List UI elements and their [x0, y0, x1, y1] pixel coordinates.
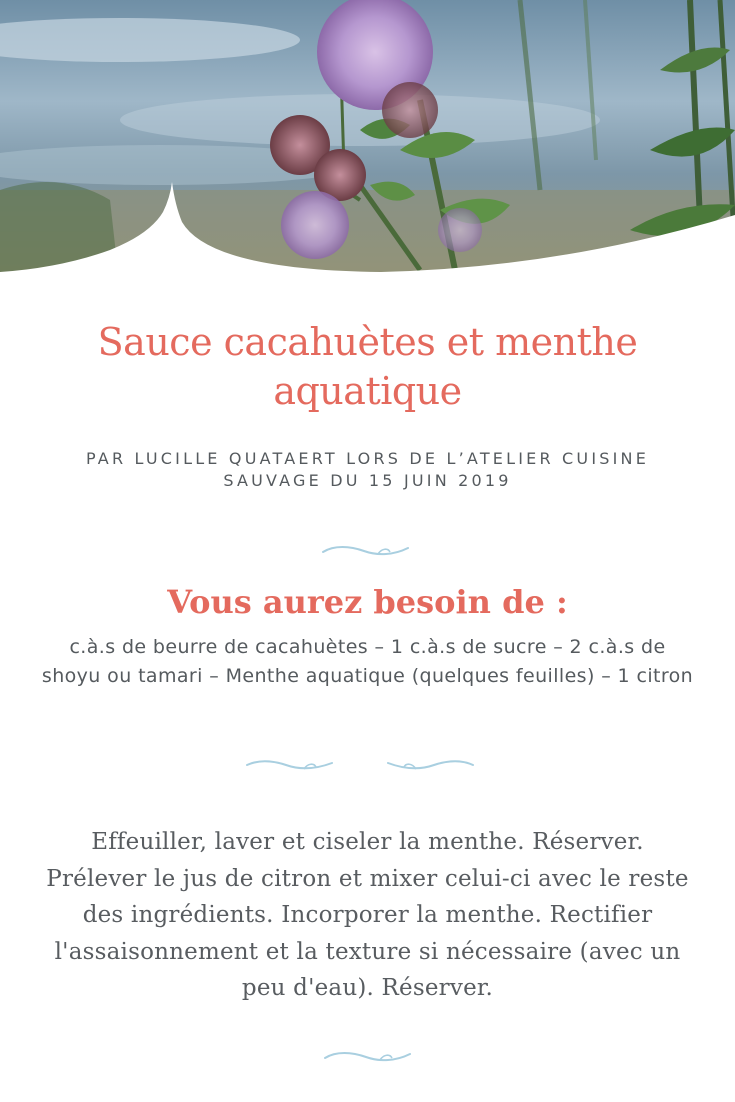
flourish-right-icon	[384, 757, 476, 773]
recipe-title: Sauce cacahuètes et menthe aquatique	[97, 320, 638, 413]
flourish-footer-icon	[322, 1049, 414, 1065]
flourish-divider-icon	[320, 543, 412, 559]
ingredients-list: c.à.s de beurre de cacahuètes – 1 c.à.s de sucre – 2 c.à.s de shoyu ou tamari – Menthe aquatique (quelques feuilles) – 1 citron	[41, 636, 694, 687]
flourish-left-icon	[244, 757, 336, 773]
ingredients-heading: Vous aurez besoin de :	[167, 583, 568, 621]
recipe-instructions: Effeuiller, laver et ciseler la menthe. Réserver. Prélever le jus de citron et mixer celui-ci avec le reste des ingrédients. Incorporer la menthe. Rectifier l'assaisonnement et la texture si nécessaire (avec un peu d'eau). Réserver.	[46, 829, 689, 1001]
recipe-byline: PAR LUCILLE QUATAERT LORS DE L’ATELIER CUISINE SAUVAGE DU 15 JUIN 2019	[85, 449, 650, 490]
